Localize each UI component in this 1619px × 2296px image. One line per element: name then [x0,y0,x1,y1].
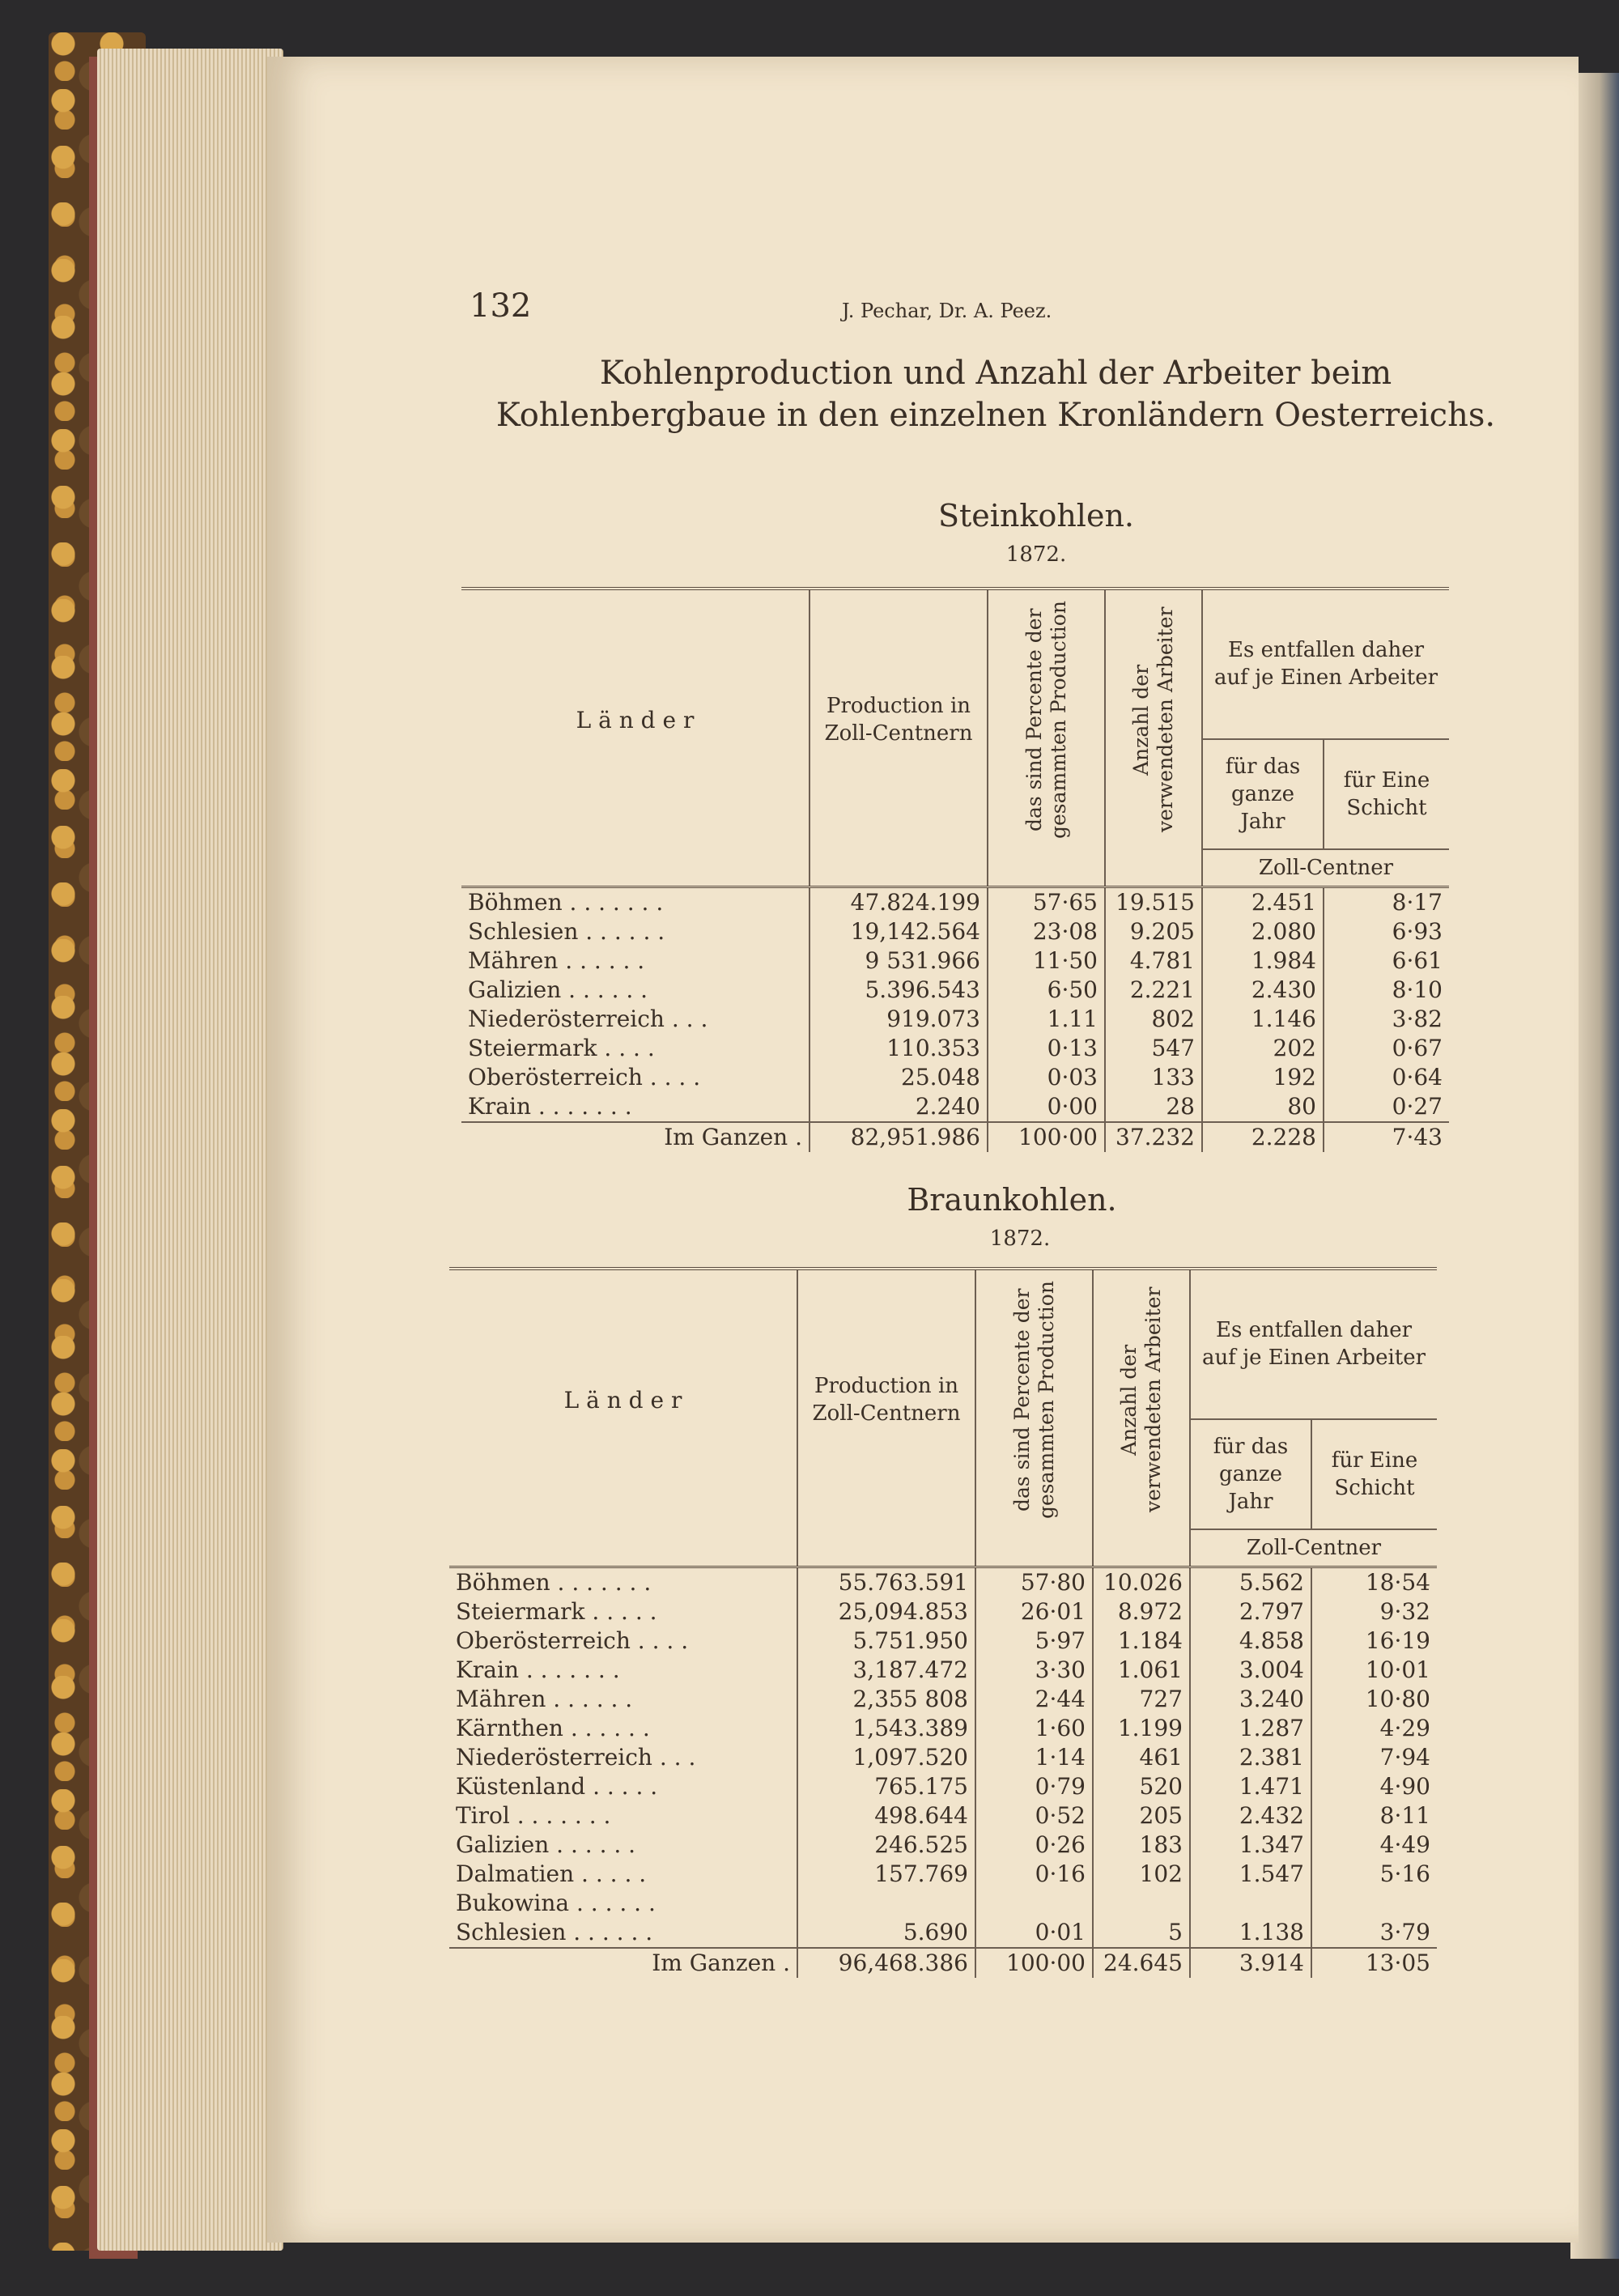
header-workers: Anzahl der verwendeten Arbeiter [1129,606,1177,833]
table-row [449,1714,1437,1743]
cell-year: 3.914 [1190,1948,1311,1978]
table-row [449,1830,1437,1860]
table-row [449,1801,1437,1830]
cell-workers: 727 [1093,1685,1190,1714]
cell-percent: 2·44 [975,1685,1093,1714]
cell-year: 2.228 [1202,1122,1324,1152]
cell-land: Im Ganzen . [461,1122,810,1152]
cell-workers: 8.972 [1093,1597,1190,1626]
cell-percent: 11·50 [988,946,1105,976]
cell-production: 1,543.389 [797,1714,975,1743]
table-row [449,1656,1437,1685]
cell-workers: 10.026 [1093,1567,1190,1598]
cell-workers: 183 [1093,1830,1190,1860]
cell-year: 3.004 [1190,1656,1311,1685]
cell-shift: 9·32 [1379,1598,1430,1625]
cell-land: Dalmatien . . . . . [449,1860,797,1889]
cell-shift: 5·16 [1379,1860,1430,1887]
cell-percent: 0·13 [988,1034,1105,1063]
header-production: Production in Zoll-Centnern [797,1269,975,1529]
cell-percent: 57·65 [988,887,1105,918]
table-row [461,976,1449,1005]
cell-production: 25,094.853 [797,1597,975,1626]
header-laender: L ä n d e r [461,589,810,849]
page-edges [97,49,283,2251]
braunkohlen-table [449,1267,1437,1978]
cell-percent: 100·00 [988,1122,1105,1152]
cell-percent: 0·03 [988,1063,1105,1092]
cell-shift: 3·79 [1379,1919,1430,1945]
cell-production [797,1889,975,1918]
cell-production: 2,355 808 [797,1685,975,1714]
cell-year: 3.240 [1190,1685,1311,1714]
header-unit: Zoll-Centner [1190,1529,1437,1567]
header-percent: das sind Percente der gesammten Production [1009,1281,1058,1519]
cell-year: 1.138 [1190,1918,1311,1948]
cell-year: 1.984 [1202,946,1324,976]
cell-shift: 6·61 [1392,947,1443,974]
header-per-year: für das ganze Jahr [1190,1419,1311,1529]
cell-production: 19,142.564 [810,917,988,946]
cell-land: Im Ganzen . [449,1948,797,1978]
cell-land: Galizien . . . . . . [449,1830,797,1860]
cell-land: Niederösterreich . . . [449,1743,797,1772]
table-row [461,917,1449,946]
cell-land: Oberösterreich . . . . [449,1626,797,1656]
cell-workers: 133 [1105,1063,1202,1092]
cell-year: 2.381 [1190,1743,1311,1772]
header-unit: Zoll-Centner [1202,849,1449,887]
cell-year: 1.287 [1190,1714,1311,1743]
page-number: 132 [470,287,532,325]
cell-year: 2.080 [1202,917,1324,946]
steinkohlen-title: Steinkohlen. [938,498,1134,534]
cell-land: Tirol . . . . . . . [449,1801,797,1830]
cell-shift: 8·11 [1379,1802,1430,1829]
cell-production: 110.353 [810,1034,988,1063]
table-row [449,1918,1437,1948]
cell-percent [975,1889,1093,1918]
braunkohlen-title: Braunkohlen. [907,1182,1117,1218]
cell-land: Böhmen . . . . . . . [449,1567,797,1598]
cell-production: 25.048 [810,1063,988,1092]
cell-workers: 520 [1093,1772,1190,1801]
cell-production: 5.690 [797,1918,975,1948]
cell-production: 3,187.472 [797,1656,975,1685]
cell-production: 498.644 [797,1801,975,1830]
table-row [449,1743,1437,1772]
cell-land: Schlesien . . . . . . [449,1918,797,1948]
table-row [449,1567,1437,1598]
cell-workers: 1.199 [1093,1714,1190,1743]
cell-percent: 0·79 [975,1772,1093,1801]
cell-percent: 23·08 [988,917,1105,946]
cell-workers: 1.184 [1093,1626,1190,1656]
cell-shift: 7·94 [1379,1744,1430,1771]
cell-land: Krain . . . . . . . [461,1092,810,1122]
header-percent: das sind Percente der gesammten Production [1022,601,1070,839]
cell-workers: 9.205 [1105,917,1202,946]
cell-workers: 461 [1093,1743,1190,1772]
cell-workers: 4.781 [1105,946,1202,976]
header-per-worker: Es entfallen daher auf je Einen Arbeiter [1202,589,1449,739]
cell-shift: 4·49 [1379,1831,1430,1858]
table-row [461,1092,1449,1122]
cell-shift: 4·90 [1379,1773,1430,1800]
cell-workers: 28 [1105,1092,1202,1122]
cell-land: Schlesien . . . . . . [461,917,810,946]
cell-production: 5.396.543 [810,976,988,1005]
cell-shift: 10·01 [1365,1656,1430,1683]
table-row [449,1597,1437,1626]
cell-land: Krain . . . . . . . [449,1656,797,1685]
cell-production: 96,468.386 [797,1948,975,1978]
cell-land: Küstenland . . . . . [449,1772,797,1801]
cell-production: 2.240 [810,1092,988,1122]
steinkohlen-table [461,587,1449,1152]
cell-year: 5.562 [1190,1567,1311,1598]
cell-shift [1311,1889,1437,1918]
cell-shift: 7·43 [1324,1122,1449,1152]
cell-workers: 37.232 [1105,1122,1202,1152]
cell-percent: 0·16 [975,1860,1093,1889]
cell-workers: 24.645 [1093,1948,1190,1978]
table-row [461,1063,1449,1092]
cell-production: 5.751.950 [797,1626,975,1656]
cell-workers: 5 [1093,1918,1190,1948]
header-per-worker: Es entfallen daher auf je Einen Arbeiter [1190,1269,1437,1419]
cell-shift: 3·82 [1392,1006,1443,1032]
cell-percent: 1·60 [975,1714,1093,1743]
cell-workers [1093,1889,1190,1918]
cell-shift: 0·64 [1392,1064,1443,1091]
cell-workers: 19.515 [1105,887,1202,918]
cell-production: 157.769 [797,1860,975,1889]
cell-year: 1.471 [1190,1772,1311,1801]
cell-land: Oberösterreich . . . . [461,1063,810,1092]
cell-workers: 205 [1093,1801,1190,1830]
table-row [461,1005,1449,1034]
cell-production: 9 531.966 [810,946,988,976]
cell-year: 2.797 [1190,1597,1311,1626]
cell-year: 1.146 [1202,1005,1324,1034]
header-production: Production in Zoll-Centnern [810,589,988,849]
cell-year: 80 [1202,1092,1324,1122]
cell-production: 47.824.199 [810,887,988,918]
cell-workers: 2.221 [1105,976,1202,1005]
cell-shift: 18·54 [1365,1569,1430,1596]
running-head: J. Pechar, Dr. A. Peez. [842,300,1052,322]
cell-workers: 1.061 [1093,1656,1190,1685]
header-laender: L ä n d e r [449,1269,797,1529]
cell-percent: 0·01 [975,1918,1093,1948]
cell-land: Steiermark . . . . . [449,1597,797,1626]
total-row [449,1948,1437,1978]
header-per-year: für das ganze Jahr [1202,739,1324,849]
cell-percent: 100·00 [975,1948,1093,1978]
cell-production: 55.763.591 [797,1567,975,1598]
cell-land: Bukowina . . . . . . [449,1889,797,1918]
header-workers: Anzahl der verwendeten Arbeiter [1117,1286,1165,1513]
header-per-shift: für Eine Schicht [1331,1448,1418,1500]
cell-land: Galizien . . . . . . [461,976,810,1005]
cell-shift: 4·29 [1379,1715,1430,1741]
cell-production: 765.175 [797,1772,975,1801]
steinkohlen-year: 1872. [1005,542,1067,567]
cell-year: 4.858 [1190,1626,1311,1656]
cell-land: Mähren . . . . . . [461,946,810,976]
table-row [449,1860,1437,1889]
cell-percent: 1.11 [988,1005,1105,1034]
cell-percent: 0·26 [975,1830,1093,1860]
cell-production: 246.525 [797,1830,975,1860]
cell-land: Steiermark . . . . [461,1034,810,1063]
table-row [461,1034,1449,1063]
cell-percent: 6·50 [988,976,1105,1005]
cell-percent: 3·30 [975,1656,1093,1685]
cell-land: Kärnthen . . . . . . [449,1714,797,1743]
total-row [461,1122,1449,1152]
table-row [449,1772,1437,1801]
page-title: Kohlenproduction und Anzahl der Arbeiter beim Kohlenbergbaue in den einzelnen Kronländern Oesterreichs. [495,355,1496,434]
cell-year: 1.347 [1190,1830,1311,1860]
table-row [449,1889,1437,1918]
cell-shift: 6·93 [1392,918,1443,945]
cell-year: 2.432 [1190,1801,1311,1830]
cell-percent: 0·52 [975,1801,1093,1830]
cell-year: 2.451 [1202,887,1324,918]
table-row [461,887,1449,918]
cell-workers: 547 [1105,1034,1202,1063]
cell-production: 919.073 [810,1005,988,1034]
cell-shift: 8·17 [1392,889,1443,916]
table-row [449,1626,1437,1656]
cell-shift: 10·80 [1365,1686,1430,1712]
cell-shift: 16·19 [1365,1627,1430,1654]
cell-land: Niederösterreich . . . [461,1005,810,1034]
header-per-shift: für Eine Schicht [1343,767,1430,820]
cell-year: 2.430 [1202,976,1324,1005]
cell-percent: 26·01 [975,1597,1093,1626]
cell-production: 1,097.520 [797,1743,975,1772]
cell-production: 82,951.986 [810,1122,988,1152]
cell-shift: 8·10 [1392,976,1443,1003]
cell-year: 1.547 [1190,1860,1311,1889]
table-row [449,1685,1437,1714]
cell-workers: 802 [1105,1005,1202,1034]
cell-percent: 57·80 [975,1567,1093,1598]
cell-workers: 102 [1093,1860,1190,1889]
table-row [461,946,1449,976]
cell-shift: 0·27 [1392,1093,1443,1120]
cell-year [1190,1889,1311,1918]
book-page [267,57,1579,2243]
cell-land: Böhmen . . . . . . . [461,887,810,918]
braunkohlen-year: 1872. [989,1227,1051,1251]
cell-land: Mähren . . . . . . [449,1685,797,1714]
cell-percent: 1·14 [975,1743,1093,1772]
cell-percent: 0·00 [988,1092,1105,1122]
cell-percent: 5·97 [975,1626,1093,1656]
cell-shift: 0·67 [1392,1035,1443,1061]
cell-year: 192 [1202,1063,1324,1092]
cell-year: 202 [1202,1034,1324,1063]
cell-shift: 13·05 [1311,1948,1437,1978]
